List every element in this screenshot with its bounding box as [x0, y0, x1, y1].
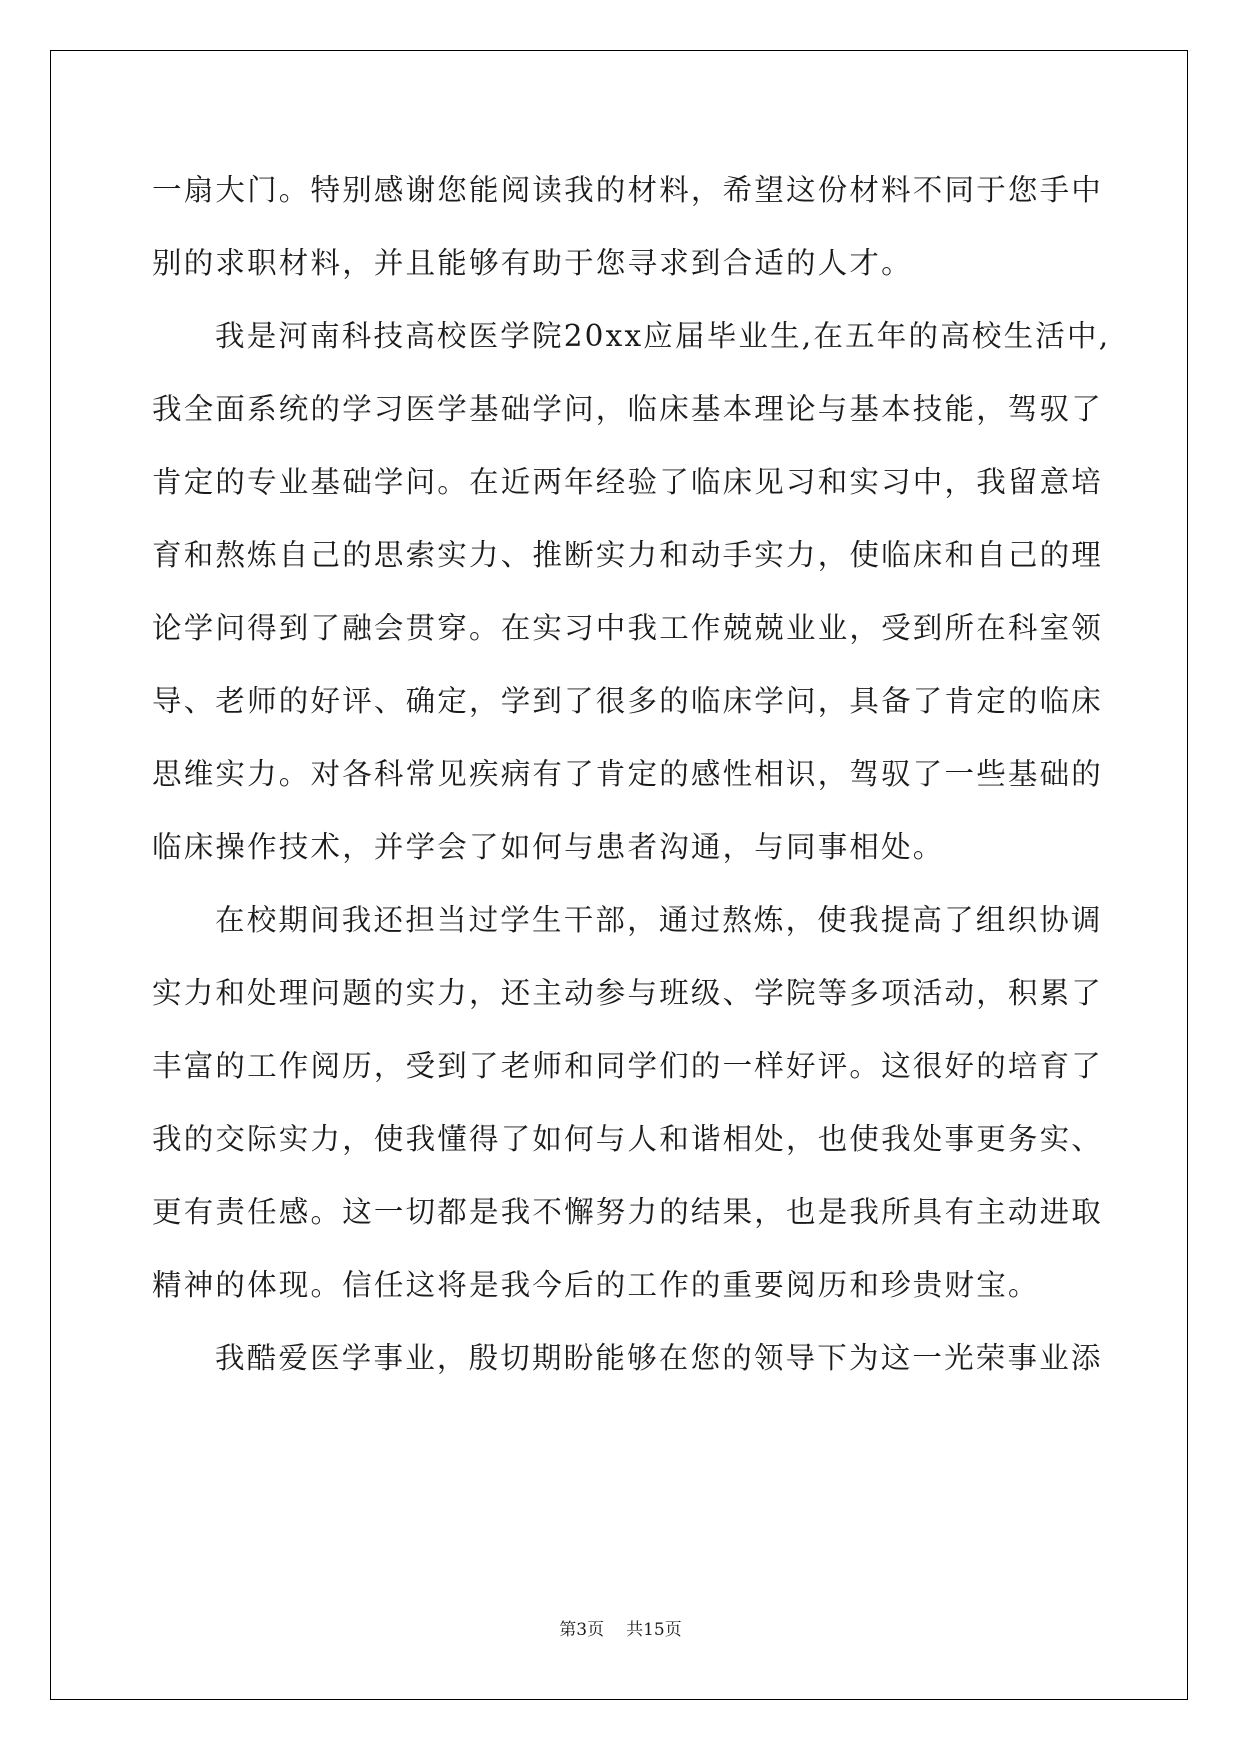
text-line: 肯定的专业基础学问。在近两年经验了临床见习和实习中，我留意培 — [152, 465, 1104, 499]
text-line: 更有责任感。这一切都是我不懈努力的结果，也是我所具有主动进取 — [152, 1195, 1104, 1229]
text-line: 精神的体现。信任这将是我今后的工作的重要阅历和珍贵财宝。 — [152, 1268, 1040, 1302]
text-line: 我全面系统的学习医学基础学问，临床基本理论与基本技能，驾驭了 — [152, 392, 1104, 426]
text-line: 临床操作技术，并学会了如何与患者沟通，与同事相处。 — [152, 830, 945, 864]
page-footer — [0, 1618, 1241, 1642]
text-line: 论学问得到了融会贯穿。在实习中我工作兢兢业业，受到所在科室领 — [152, 611, 1104, 645]
paragraph-first-line: 在校期间我还担当过学生干部，通过熬炼，使我提高了组织协调 — [215, 903, 1103, 937]
text-line: 丰富的工作阅历，受到了老师和同学们的一样好评。这很好的培育了 — [152, 1049, 1104, 1083]
total-pages: 共15页 — [626, 1620, 682, 1640]
text-line: 一扇大门。特别感谢您能阅读我的材料，希望这份材料不同于您手中 — [152, 173, 1104, 207]
text-line: 别的求职材料，并且能够有助于您寻求到合适的人才。 — [152, 246, 913, 280]
paragraph-first-line: 我酷爱医学事业，殷切期盼能够在您的领导下为这一光荣事业添 — [215, 1341, 1103, 1375]
text-line: 育和熬炼自己的思索实力、推断实力和动手实力，使临床和自己的理 — [152, 538, 1104, 572]
text-line: 我的交际实力，使我懂得了如何与人和谐相处，也使我处事更务实、 — [152, 1122, 1104, 1156]
text-line: 实力和处理问题的实力，还主动参与班级、学院等多项活动，积累了 — [152, 976, 1104, 1010]
text-line: 导、老师的好评、确定，学到了很多的临床学问，具备了肯定的临床 — [152, 684, 1104, 718]
text-line: 思维实力。对各科常见疾病有了肯定的感性相识，驾驭了一些基础的 — [152, 757, 1104, 791]
paragraph-first-line: 我是河南科技高校医学院20xx应届毕业生,在五年的高校生活中, — [215, 319, 1111, 353]
page-border — [50, 50, 1188, 1700]
page-number: 第3页 — [559, 1620, 605, 1640]
